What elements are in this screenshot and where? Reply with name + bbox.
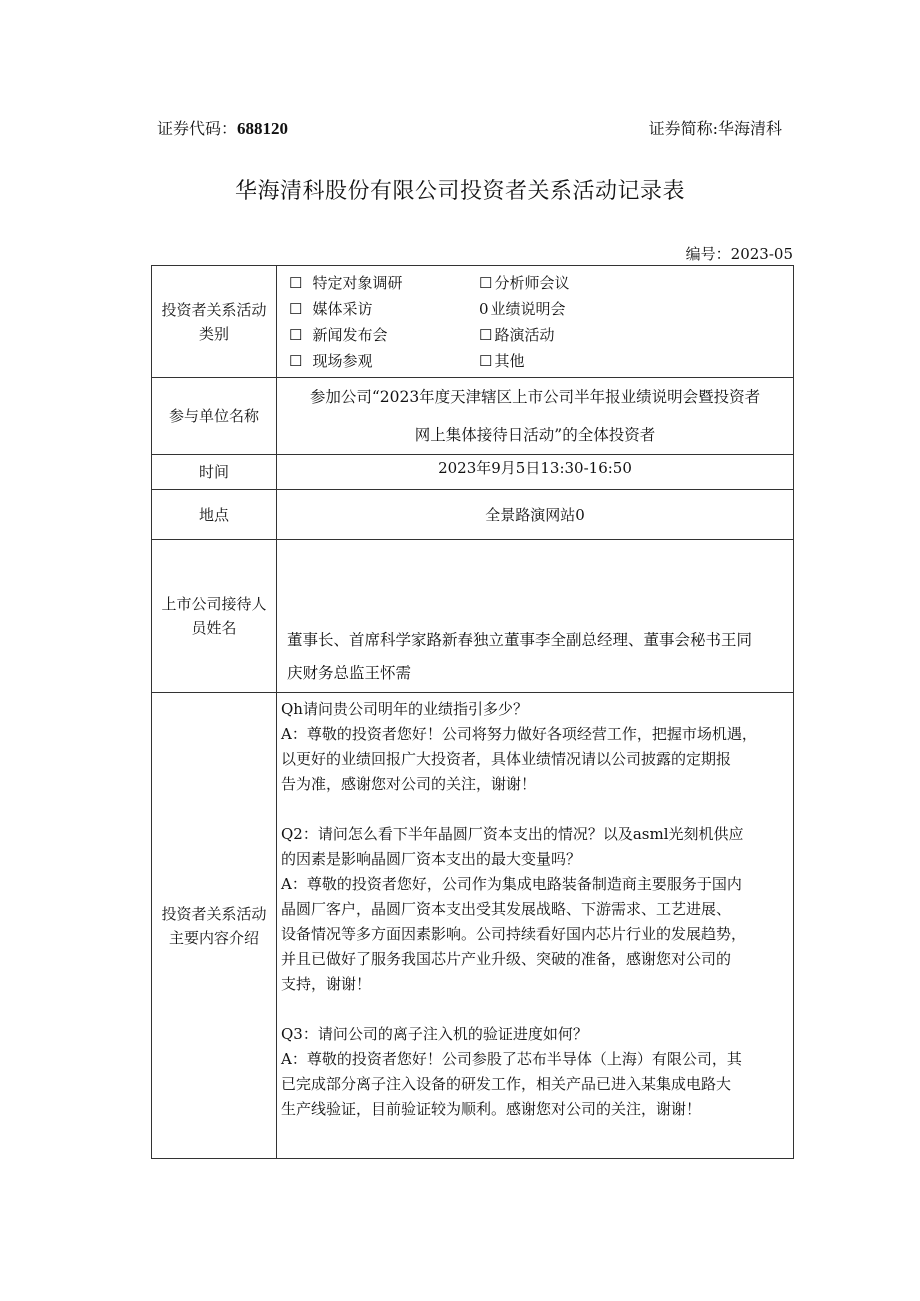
category-option-label: 特定对象调研 [312, 273, 403, 292]
category-option-label: 其他 [494, 351, 525, 370]
participants-row [152, 378, 794, 455]
qa-line: 生产线验证，目前验证较为顺利。感谢您对公司的关注，谢谢！ [281, 1100, 702, 1118]
qa-line: 支持，谢谢！ [281, 975, 372, 993]
qa-line: 告为准，感谢您对公司的关注，谢谢！ [281, 775, 537, 793]
category-option-label: 媒体采访 [312, 299, 373, 318]
content-row [152, 693, 794, 1159]
paragraph-gap [281, 997, 791, 1022]
category-option-label: 业绩说明会 [490, 299, 566, 318]
qa-line: Qh请问贵公司明年的业绩指引多少？ [281, 700, 528, 718]
checkbox-empty-icon: ☐ [289, 273, 303, 292]
checkbox-empty-icon: ☐ [289, 299, 303, 318]
qa-line: A：尊敬的投资者您好！公司将努力做好各项经营工作，把握市场机遇， [281, 725, 757, 743]
checkbox-empty-icon: ☐ [289, 325, 303, 344]
record-table [151, 265, 794, 1159]
checkbox-empty-icon: ☐ [479, 325, 493, 344]
security-code-value: 688120 [237, 119, 289, 138]
checkbox-empty-icon: ☐ [479, 351, 493, 370]
location-value: 全景路演网站0 [277, 490, 794, 540]
location-label: 地点 [152, 490, 277, 540]
category-option [479, 323, 659, 347]
qa-line: 设备情况等多方面因素影响。公司持续看好国内芯片行业的发展趋势， [281, 925, 747, 943]
qa-line: 晶圆厂客户，晶圆厂资本支出受其发展战略、下游需求、工艺进展、 [281, 900, 732, 918]
category-label: 投资者关系活动 类别 [152, 266, 277, 378]
qa-line: A：尊敬的投资者您好，公司作为集成电路装备制造商主要服务于国内 [281, 875, 742, 893]
page-title: 华海清科股份有限公司投资者关系活动记录表 [234, 179, 685, 204]
paragraph-gap [281, 797, 791, 822]
reception-value: 董事长、首席科学家路新春独立董事李全副总经理、董事会秘书王同 庆财务总监王怀需 [277, 540, 794, 693]
category-options [277, 266, 794, 378]
qa-line: A：尊敬的投资者您好！公司参股了芯布半导体（上海）有限公司，其 [281, 1050, 742, 1068]
qa-line: 的因素是影响晶圆厂资本支出的最大变量吗？ [281, 850, 582, 868]
checkbox-empty-icon: ☐ [289, 351, 303, 370]
qa-line: Q2：请问怎么看下半年晶圆厂资本支出的情况？以及asml光刻机供应 [281, 825, 744, 843]
location-row [152, 490, 794, 540]
time-row [152, 455, 794, 490]
participants-value: 参加公司“2023年度天津辖区上市公司半年报业绩说明会暨投资者 网上集体接待日活动”的全体投资者 [277, 378, 794, 455]
category-option [289, 349, 479, 373]
time-label: 时间 [152, 455, 277, 490]
category-option [289, 271, 479, 295]
checkbox-mark: 0 [479, 299, 489, 318]
time-value: 2023年9月5日13:30-16:50 [277, 455, 794, 490]
content-label: 投资者关系活动 主要内容介绍 [152, 693, 277, 1159]
security-short-name: 证券简称:华海清科 [648, 119, 782, 138]
category-option-label: 分析师会议 [494, 273, 570, 292]
category-option [479, 271, 659, 295]
category-option [289, 323, 479, 347]
security-code [157, 116, 288, 139]
participants-label: 参与单位名称 [152, 378, 277, 455]
qa-line: 并且已做好了服务我国芯片产业升级、突破的准备，感谢您对公司的 [281, 950, 732, 968]
serial-number: 编号：2023-05 [685, 245, 793, 263]
reception-label: 上市公司接待人 员姓名 [152, 540, 277, 693]
reception-row [152, 540, 794, 693]
qa-line: Q3：请问公司的离子注入机的验证进度如何？ [281, 1025, 588, 1043]
content-qa [277, 693, 794, 1159]
category-option-label: 新闻发布会 [312, 325, 388, 344]
category-option-label: 现场参观 [312, 351, 373, 370]
security-code-label: 证券代码： [157, 119, 238, 138]
qa-line: 以更好的业绩回报广大投资者，具体业绩情况请以公司披露的定期报 [281, 750, 732, 768]
qa-line: 已完成部分离子注入设备的研发工作，相关产品已进入某集成电路大 [281, 1075, 732, 1093]
category-option [479, 297, 659, 321]
category-option-label: 路演活动 [494, 325, 555, 344]
checkbox-empty-icon: ☐ [479, 273, 493, 292]
category-option [289, 297, 479, 321]
category-row [152, 266, 794, 378]
category-option [479, 349, 659, 373]
